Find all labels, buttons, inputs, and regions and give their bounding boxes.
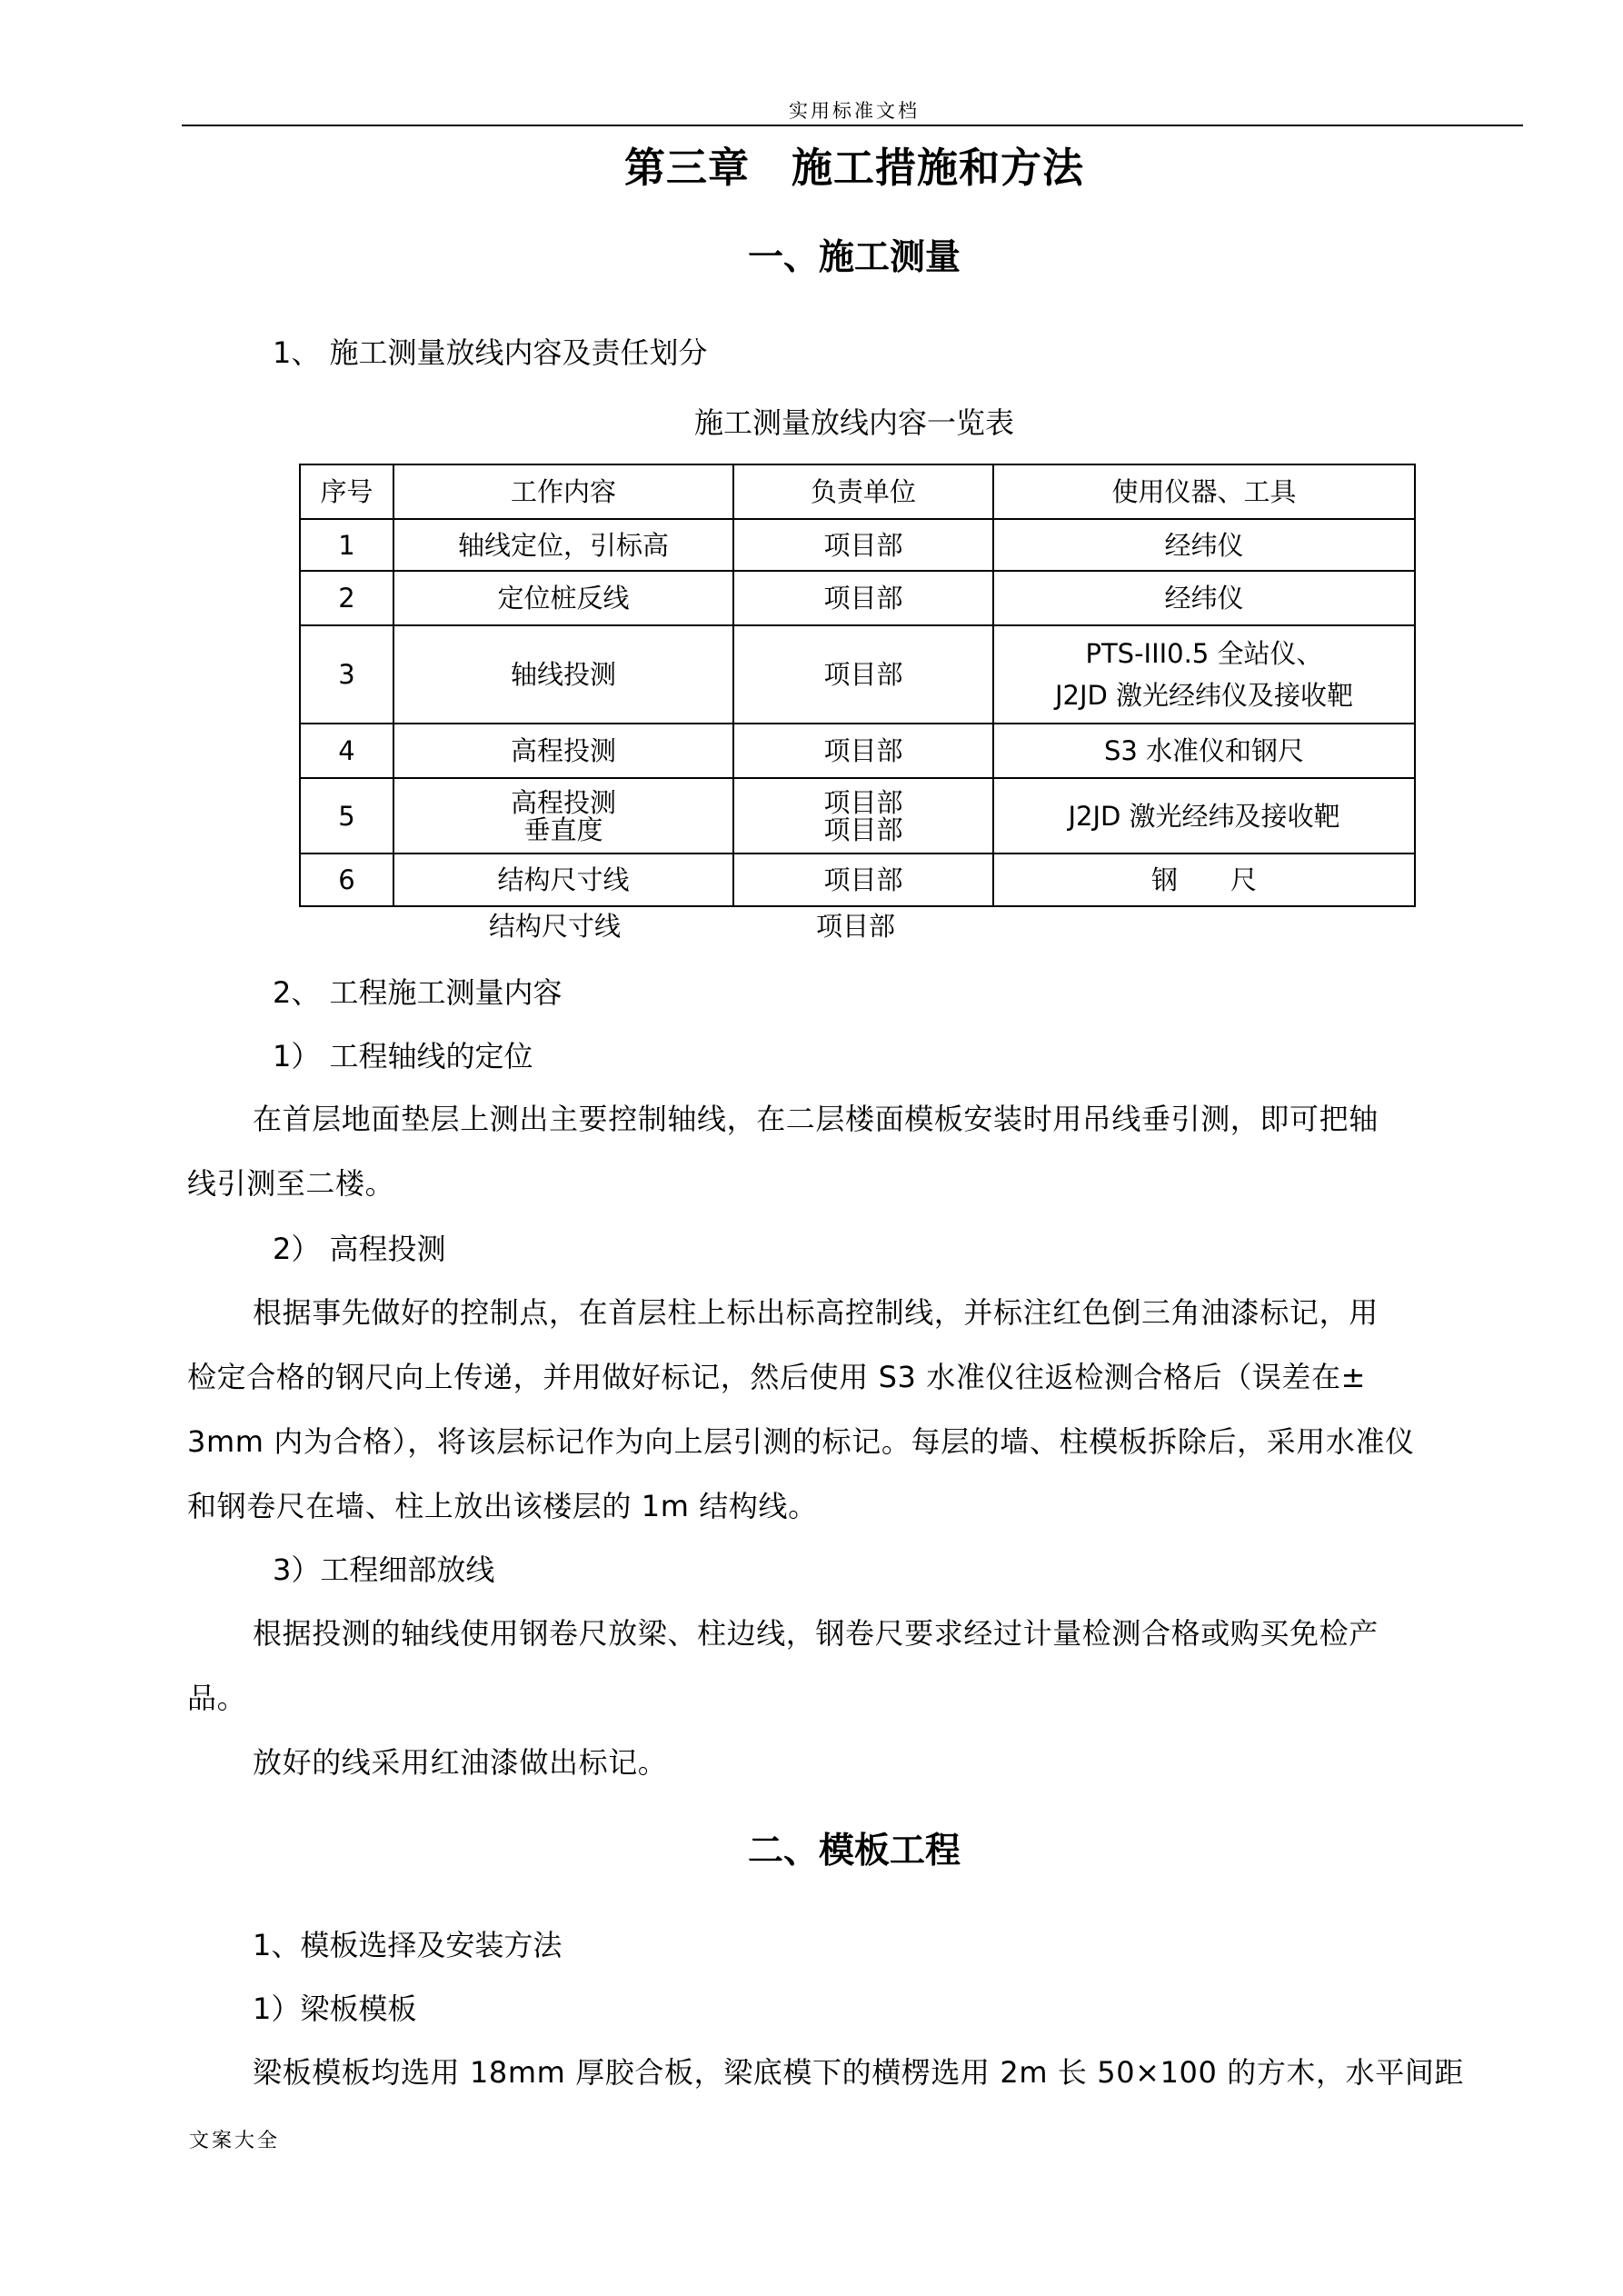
item-survey-scope: 1、 施工测量放线内容及责任划分 xyxy=(273,335,708,370)
cell-content: 高程投测 xyxy=(393,724,733,778)
section-title-formwork: 二、模板工程 xyxy=(747,1831,961,1872)
table-overflow-content: 结构尺寸线 xyxy=(489,911,622,942)
header-cell-no: 序号 xyxy=(300,464,393,519)
cell-content: 轴线定位，引标高 xyxy=(393,519,733,571)
cell-no: 4 xyxy=(300,724,393,778)
paragraph-line: 检定合格的钢尺向上传递，并用做好标记，然后使用 S3 水准仪往返检测合格后（误差在± xyxy=(187,1360,1367,1394)
paragraph-line: 梁板模板均选用 18mm 厚胶合板，梁底模下的横楞选用 2m 长 50×100 的方木，水平间距 xyxy=(253,2055,1465,2090)
header-cell-tools: 使用仪器、工具 xyxy=(993,464,1415,519)
table-row xyxy=(300,854,1415,906)
header-cell-unit: 负责单位 xyxy=(733,464,993,519)
page-header: 实用标准文档 xyxy=(789,100,920,122)
cell-tools: S3 水准仪和钢尺 xyxy=(993,724,1415,778)
paragraph-line: 品。 xyxy=(187,1681,247,1715)
cell-no: 3 xyxy=(300,625,393,724)
section-title-survey: 一、施工测量 xyxy=(747,237,961,278)
cell-unit-line: 项目部 xyxy=(823,814,903,845)
cell-no: 2 xyxy=(300,571,393,625)
paragraph-line: 线引测至二楼。 xyxy=(187,1166,395,1201)
cell-tools: 钢 尺 xyxy=(993,854,1415,906)
cell-content: 轴线投测 xyxy=(393,625,733,724)
paragraph-line: 放好的线采用红油漆做出标记。 xyxy=(253,1745,668,1780)
item-formwork-method: 1、模板选择及安装方法 xyxy=(253,1928,563,1962)
header-cell-content: 工作内容 xyxy=(393,464,733,519)
cell-unit: 项目部 xyxy=(733,854,993,906)
cell-tools-line: J2JD 激光经纬仪及接收靶 xyxy=(1054,680,1354,711)
table-caption: 施工测量放线内容一览表 xyxy=(693,405,1014,440)
table-row xyxy=(300,571,1415,625)
sub-heading-detail: 3）工程细部放线 xyxy=(273,1552,495,1587)
paragraph-line: 3mm 内为合格），将该层标记作为向上层引测的标记。每层的墙、柱模板拆除后，采用水准仪 xyxy=(187,1424,1415,1459)
table-overflow-unit: 项目部 xyxy=(816,911,896,942)
cell-tools: 经纬仪 xyxy=(993,519,1415,571)
sub-heading-beam: 1）梁板模板 xyxy=(253,1992,417,2026)
cell-unit: 项目部 xyxy=(733,724,993,778)
paragraph-line: 和钢卷尺在墙、柱上放出该楼层的 1m 结构线。 xyxy=(187,1489,818,1523)
sub-heading-elevation: 2） 高程投测 xyxy=(273,1232,446,1266)
cell-unit: 项目部 xyxy=(733,625,993,724)
cell-unit-line: 项目部 xyxy=(823,786,903,818)
cell-unit: 项目部 xyxy=(733,571,993,625)
cell-tools: J2JD 激光经纬及接收靶 xyxy=(993,778,1415,854)
item-survey-contents: 2、 工程施工测量内容 xyxy=(273,975,563,1010)
cell-unit: 项目部 xyxy=(733,519,993,571)
paragraph-line: 根据投测的轴线使用钢卷尺放梁、柱边线，钢卷尺要求经过计量检测合格或购买免检产 xyxy=(253,1616,1379,1651)
page-footer: 文案大全 xyxy=(189,2130,281,2152)
chapter-title: 第三章 施工措施和方法 xyxy=(623,144,1084,192)
cell-no: 6 xyxy=(300,854,393,906)
table-header-row xyxy=(300,464,1415,519)
header-rule xyxy=(182,125,1523,126)
survey-table xyxy=(299,464,1416,907)
sub-heading-axis: 1） 工程轴线的定位 xyxy=(273,1039,533,1073)
paragraph-line: 在首层地面垫层上测出主要控制轴线，在二层楼面模板安装时用吊线垂引测，即可把轴 xyxy=(253,1102,1379,1136)
table-row xyxy=(300,519,1415,571)
cell-no: 1 xyxy=(300,519,393,571)
cell-content-line: 高程投测 xyxy=(510,786,616,818)
cell-unit xyxy=(733,778,993,854)
table-row xyxy=(300,778,1415,854)
paragraph-line: 根据事先做好的控制点，在首层柱上标出标高控制线，并标注红色倒三角油漆标记，用 xyxy=(253,1295,1379,1330)
table-row xyxy=(300,724,1415,778)
cell-tools xyxy=(993,625,1415,724)
cell-content-line: 垂直度 xyxy=(523,814,603,845)
cell-content: 结构尺寸线 xyxy=(393,854,733,906)
cell-tools-line: PTS-III0.5 全站仪、 xyxy=(1085,638,1323,669)
cell-no: 5 xyxy=(300,778,393,854)
cell-content: 定位桩反线 xyxy=(393,571,733,625)
cell-content xyxy=(393,778,733,854)
table-row xyxy=(300,625,1415,724)
cell-tools: 经纬仪 xyxy=(993,571,1415,625)
